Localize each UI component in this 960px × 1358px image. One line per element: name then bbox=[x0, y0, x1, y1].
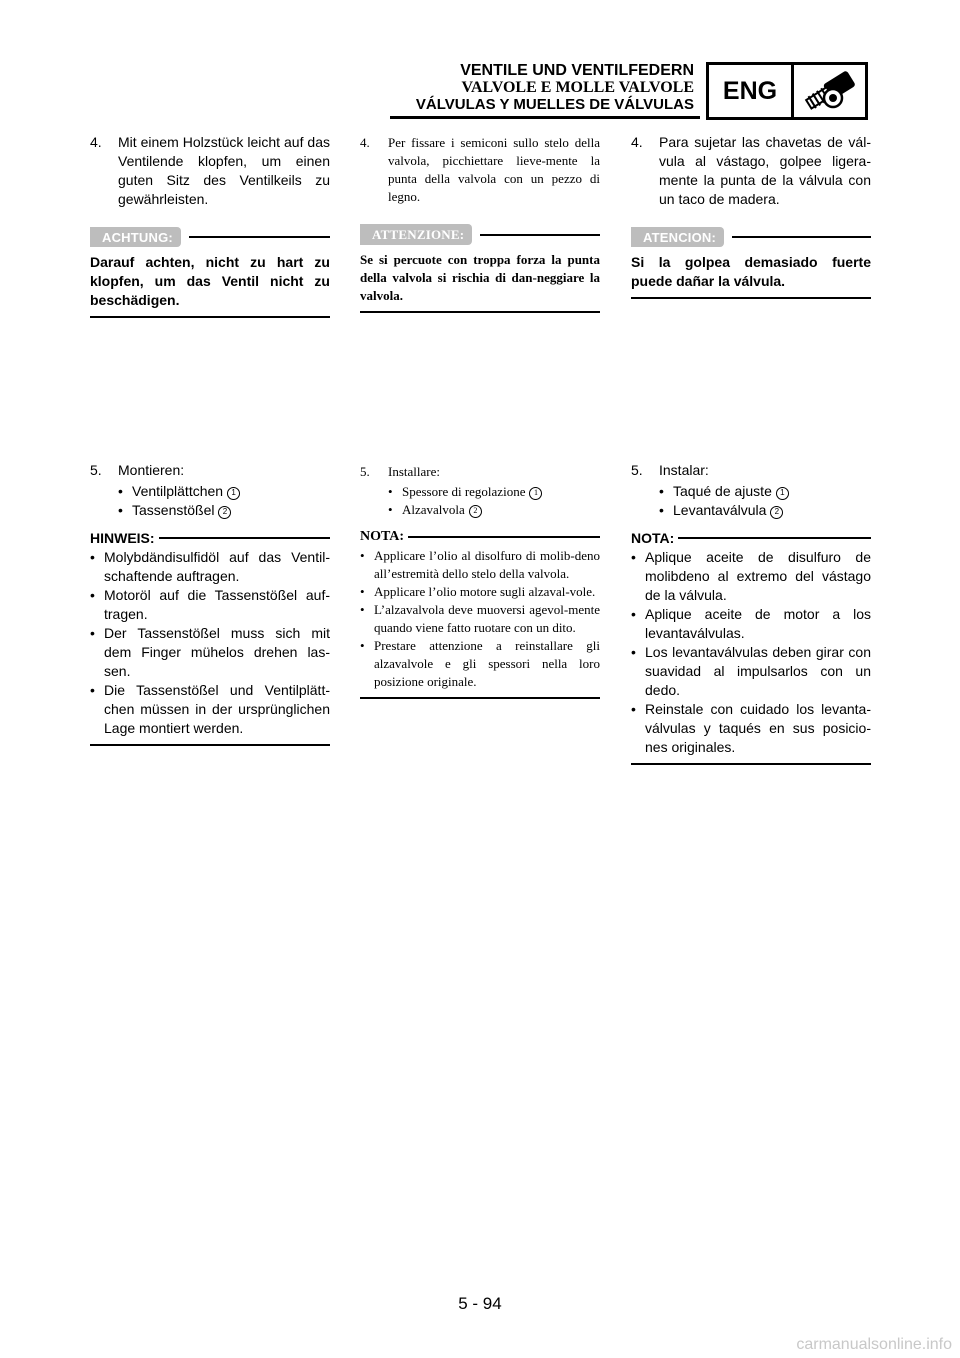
note-item: • Molybdändisulfidöl auf das Ventil-schaftende auftragen. bbox=[90, 549, 330, 584]
callout-number: 2 bbox=[469, 505, 482, 518]
header-rule bbox=[390, 116, 700, 119]
note-item: • Applicare l’olio motore sugli alzaval-vole. bbox=[360, 584, 596, 599]
column-spanish-part2 bbox=[631, 461, 871, 765]
callout-number: 1 bbox=[776, 487, 789, 500]
list-item: • Levantaválvula 2 bbox=[631, 501, 871, 520]
note-item: • L’alzavalvola deve muoversi agevol-mente quando viene fatto ruotare con un dito. bbox=[360, 602, 600, 635]
list-item: • Tassenstößel 2 bbox=[90, 501, 330, 520]
step-5-text: Montieren: bbox=[118, 462, 185, 478]
warning-label: ACHTUNG: bbox=[90, 227, 181, 247]
step-4-text: Per fissare i semiconi sullo stelo della valvola, picchiettare lieve-mente la punta della valvola con un pezzo di legno. bbox=[388, 135, 600, 204]
note-item: • Reinstale con cuidado los levanta-válvulas y taqués en sus posicio-nes originales. bbox=[631, 701, 871, 755]
column-italian bbox=[360, 134, 600, 313]
column-german-part2 bbox=[90, 461, 330, 746]
note-item: • Applicare l’olio al disolfuro di molib-deno all’estremità dello stelo della valvola. bbox=[360, 548, 600, 581]
note-item: • Der Tassenstößel muss sich mit dem Finger mühelos drehen las-sen. bbox=[90, 625, 330, 679]
install-parts-list bbox=[360, 483, 600, 519]
install-parts-list bbox=[90, 482, 330, 520]
step-4: 4. Mit einem Holzstück leicht auf das Ventilende klopfen, um einen guten Sitz des Ventilkeils zu gewährleisten. bbox=[90, 134, 330, 207]
step-5: 5. Montieren: bbox=[90, 461, 330, 480]
title-spanish: VÁLVULAS Y MUELLES DE VÁLVULAS bbox=[415, 96, 694, 113]
warning-text: Darauf achten, nicht zu hart zu klopfen, um das Ventil nicht zu beschädigen. bbox=[90, 253, 330, 318]
step-5-text: Installare: bbox=[388, 464, 440, 479]
warning-box bbox=[631, 227, 871, 299]
step-4-text: Mit einem Holzstück leicht auf das Ventilende klopfen, um einen guten Sitz des Ventilkeils zu gewährleisten. bbox=[118, 134, 330, 207]
note-box bbox=[360, 529, 600, 699]
note-label: HINWEIS: bbox=[90, 530, 155, 546]
install-parts-list bbox=[631, 482, 871, 520]
warning-text: Si la golpea demasiado fuerte puede dañar la válvula. bbox=[631, 253, 871, 299]
list-item: • Ventilplättchen 1 bbox=[90, 482, 330, 501]
watermark: carmanualsonline.info bbox=[796, 1336, 952, 1353]
callout-number: 2 bbox=[218, 506, 231, 519]
warning-label: ATENCION: bbox=[631, 227, 724, 247]
warning-label: ATTENZIONE: bbox=[360, 224, 472, 245]
step-5: 5. Installare: bbox=[360, 463, 600, 481]
list-item: • Taqué de ajuste 1 bbox=[631, 482, 871, 501]
title-italian: VALVOLE E MOLLE VALVOLE bbox=[461, 79, 694, 96]
list-item: • Alzavalvola 2 bbox=[360, 501, 600, 519]
note-item: • Aplique aceite de disulfuro de molibdeno al extremo del vástago de la válvula. bbox=[631, 549, 871, 603]
language-code: ENG bbox=[709, 65, 794, 117]
note-box bbox=[631, 530, 871, 765]
note-item: • Die Tassenstößel und Ventilplätt-chen müssen in der ursprünglichen Lage montiert werden. bbox=[90, 682, 330, 736]
list-item: • Spessore di regolazione 1 bbox=[360, 483, 600, 501]
callout-number: 2 bbox=[770, 506, 783, 519]
note-item: • Los levantaválvulas deben girar con suavidad al impulsarlos con un dedo. bbox=[631, 644, 871, 698]
page-number: 5 - 94 bbox=[458, 1294, 502, 1313]
section-title bbox=[416, 62, 694, 113]
note-item: • Aplique aceite de motor a los levantaválvulas. bbox=[631, 606, 871, 641]
note-box bbox=[90, 530, 330, 746]
step-4-text: Para sujetar las chavetas de vál-vula al vástago, golpee ligera-mente la punta de la válvula con un taco de madera. bbox=[659, 134, 871, 207]
step-5: 5. Instalar: bbox=[631, 461, 871, 480]
note-item: • Prestare attenzione a reinstallare gli alzavalvole e gli spessori nella loro posizione originale. bbox=[360, 638, 600, 689]
column-italian-part2 bbox=[360, 463, 600, 699]
callout-number: 1 bbox=[529, 487, 542, 500]
step-4: 4. Para sujetar las chavetas de vál-vula al vástago, golpee ligera-mente la punta de la válvula con un taco de madera. bbox=[631, 134, 871, 207]
warning-box bbox=[90, 227, 330, 318]
column-spanish bbox=[631, 133, 871, 299]
step-5-text: Instalar: bbox=[659, 462, 709, 478]
step-4: 4. Per fissare i semiconi sullo stelo della valvola, picchiettare lieve-mente la punta della valvola con un pezzo di legno. bbox=[360, 135, 600, 204]
callout-number: 1 bbox=[227, 487, 240, 500]
warning-box bbox=[360, 224, 600, 313]
warning-text: Se si percuote con troppa forza la punta della valvola si rischia di dan-neggiare la valvola. bbox=[360, 251, 600, 313]
language-badge bbox=[706, 62, 868, 120]
note-item: • Motoröl auf die Tassenstößel auf-tragen. bbox=[90, 587, 330, 622]
note-label: NOTA: bbox=[360, 529, 405, 544]
note-label: NOTA: bbox=[631, 530, 675, 546]
column-german bbox=[90, 133, 330, 318]
wrench-tool-icon bbox=[794, 65, 865, 117]
title-german: VENTILE UND VENTILFEDERN bbox=[460, 62, 694, 79]
